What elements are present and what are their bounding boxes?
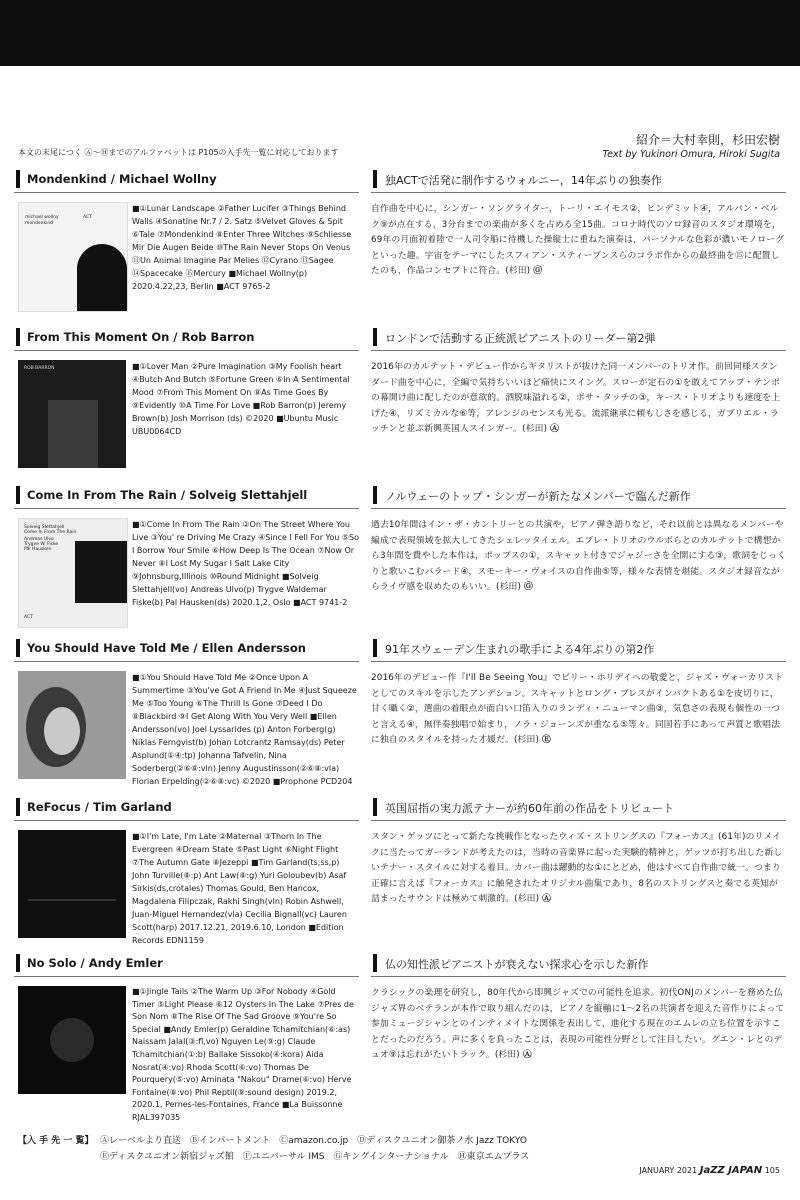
cover-artist: Solveig Slettahjell xyxy=(24,525,65,530)
review-body xyxy=(371,518,786,596)
shop-code: Ⓐ xyxy=(522,1050,532,1061)
track-list: ■①You Should Have Told Me ②Once Upon A Summertime ③You've Got A Friend In Me ④Just Squeeze Me ⑤Too Young ⑥The Thrill Is Gone ⑦Deed I Do ⑧Blackbird ⑨I Get Along With You Very Well ■Ellen Andersson(vo) Joel Lyssarides (p) Anton Forberg(g) Niklas Ferngvist(b) Johan Lotcrantz Ramsay(ds) Peter Asplund(①④:tp) Johanna Tafvelin, Nina Soderberg(②⑥⑧:vln) Jenny Augustinsson(②⑥⑧:vla) Florian Erpelding(②⑥⑧:vc) ©2020 ■Prophone PCD204 xyxy=(132,673,357,786)
heading-bar xyxy=(373,639,377,657)
album-title: From This Moment On / Rob Barron xyxy=(27,330,255,344)
track-list: ■①Lunar Landscape ②Father Lucifer ③Things Behind Walls ④Sonatine Nr.7 / 2. Satz ⑤Velvet Gloves & Spit ⑥Tale ⑦Mondenkind ⑧Enter Three Witches ⑨Schliesse Mir Die Augen Beide ⑩The Rain Never Stops On Venus ⑪Un Animal Imagine Par Melies ⑫Cyrano ⑬Sagee ⑭Spacecake ⑮Mercury ■Michael Wollny(p) 2020.4.22,23, Berlin ■ACT 9765-2 xyxy=(132,204,352,291)
review-body xyxy=(371,830,786,908)
review-headline: 独ACTで活発に制作するウォルニー，14年ぶりの独奏作 xyxy=(385,174,662,187)
cover-art xyxy=(18,830,126,938)
review-body xyxy=(371,202,786,280)
heading-bar xyxy=(16,954,20,972)
heading-bar xyxy=(373,170,377,188)
review-mondenkind xyxy=(14,168,786,310)
album-cover xyxy=(18,830,126,938)
review-come-in-from-the-rain xyxy=(14,484,786,626)
review-headline: 英国屈指の実力派テナーが約60年前の作品をトリビュート xyxy=(385,802,674,815)
album-cover xyxy=(18,986,126,1094)
album-cover xyxy=(18,671,126,779)
headline-heading xyxy=(371,637,786,662)
album-heading xyxy=(14,952,359,977)
shop-code: Ⓐ xyxy=(542,894,552,905)
headline-heading xyxy=(371,484,786,509)
review-headline: ノルウェーのトップ・シンガーが新たなメンバーで臨んだ新作 xyxy=(385,490,691,503)
review-refocus xyxy=(14,796,786,945)
cover-art xyxy=(19,519,127,627)
cover-musician: Trygve W. Fiske xyxy=(24,542,59,547)
album-title: No Solo / Andy Emler xyxy=(27,956,163,970)
album-heading xyxy=(14,484,359,509)
track-list: ■①Come In From The Rain ②On The Street Where You Live ③You' re Driving Me Crazy ④Since I Fell For You ⑤So I Borrow Your Smile ⑥How Deep Is The Ocean ⑦Now Or Never ⑧I Lost My Sugar I Salt Lake City ⑨Johnsburg,Illinois ⑩Round Midnight ■Solveig Slettahjell(vo) Andreas Ulvo(p) Trygve Waldemar Fiske(b) Pal Hausken(ds) 2020.1,2, Oslo ■ACT 9741-2 xyxy=(132,520,360,607)
album-title: ReFocus / Tim Garland xyxy=(27,800,172,814)
review-headline: ロンドンで活動する正統派ピアニストのリーダー第2弾 xyxy=(385,332,656,345)
cover-art xyxy=(18,360,126,468)
heading-bar xyxy=(373,954,377,972)
review-text: スタン・ゲッツにとって新たな挑戦作となったウィズ・ストリングスの『フォーカス』(61年)のリメイクに当たってガーランドが考えたのは，当時の音楽界に起った実験的精神と，ゲッツが打ち出した新しいテナー・スタイルに対する着目。カバー曲は躍動的な①にとどめ，他はすべて自作曲で統一。つまり正確に言えば『フォーカス』に触発されたオリジナル曲集であり，8名のストリングスと奏でる英知が詰まったサウンドは極めて刺激的。(杉田) xyxy=(371,832,783,905)
headline-heading xyxy=(371,952,786,977)
shop-index-note: 本文の末尾につく Ⓐ～Ⓗまでのアルファベットは P105の入手先一覧に対応しております xyxy=(18,148,339,157)
sources-line: Ⓔディスクユニオン新宿ジャズ館 Ⓕユニバーサル IMS Ⓖキングインターナショナル Ⓗ東京エムプラス xyxy=(100,1152,530,1162)
heading-bar xyxy=(16,170,20,188)
issue-date: JANUARY 2021 xyxy=(639,1166,698,1175)
cover-label: ACT xyxy=(24,615,33,620)
track-list: ■①Lover Man ②Pure Imagination ③My Foolish heart ④Butch And Butch ⑤Fortune Green ⑥In A Sentimental Mood ⑦From This Moment On ⑧As Time Goes By ⑨Evidently ⑩A Time For Love ■Rob Barron(p) Jeremy Brown(b) Josh Morrison (ds) ©2020 ■Ubuntu Music UBU0064CD xyxy=(132,362,350,436)
review-text: 自作曲を中心に，シンガー・ソングライター，トーリ・エイモス②，ヒンデミット④，アルバン・ベルク⑨が点在する，3分台までの楽曲が多くを占める全15曲。コロナ時代のソロ録音のスタジオ環境を，69年の月面初着陸で一人司令船に待機した操縦士に重ねた演奏は，パーソナルな色彩が濃いモノローグといった趣。宇宙をテーマにしたスフィアン・スティーブンスらのコラボ作からの最終曲を⑮に配置したのも，作品コンセプトに符合。(杉田) xyxy=(371,204,785,277)
shop-code: Ⓖ xyxy=(533,266,543,277)
review-you-should-have-told-me xyxy=(14,637,786,786)
cover-title: Come In From The Rain xyxy=(24,530,77,535)
page-folio xyxy=(639,1165,780,1176)
heading-bar xyxy=(373,328,377,346)
album-cover xyxy=(18,518,128,628)
review-text: 2016年のカルテット・デビュー作からギタリストが抜けた同一メンバーのトリオ作。前回同様スタンダード曲を中心に，全編で気持ちいいほど痛快にスイング。スローが定石の①を敢えてアップ・テンポの幕開け曲に配したのが意欲的。洒脱味溢れる②，ボサ・タッチの③，キース・トリオよりも速度を上げた④，リズミカルな⑥等，アレンジのセンスも光る。流派継承に頼もしさを感じる，ガブリエル・ラッチンと並ぶ新興英国人スインガー。(杉田) xyxy=(371,362,781,435)
cover-musician: Andreas Ulvo xyxy=(24,537,54,542)
review-body xyxy=(371,986,786,1064)
magazine-logo: JaZZ JAPAN xyxy=(699,1165,763,1176)
top-band xyxy=(0,0,800,66)
shop-code: Ⓔ xyxy=(542,735,551,746)
album-cover xyxy=(18,202,128,312)
cover-label: ACT xyxy=(83,215,92,220)
track-list: ■①I'm Late, I'm Late ②Maternal ③Thorn In The Evergreen ④Dream State ⑤Past Light ⑥Night Flight ⑦The Autumn Gate ⑧Jezeppi ■Tim Garland(ts,ss,p) John Turville(⑧:p) Ant Law(⑧:g) Yuri Goloubev(b) Asaf Sirkis(ds,crotales) Thomas Gould, Ben Hancox, Magdalena Filipczak, Rakhi Singh(vln) Robin Ashwell, Juan-Miguel Hernandez(vla) Cecilia Bignall(vc) Lauren Scott(harp) 2017.12.21, 2019.6.10, London ■Edition Records EDN1159 xyxy=(132,832,347,945)
track-list: ■①Jingle Tails ②The Warm Up ③For Nobody ④Gold Timer ⑤Light Please ⑥12 Oysters In The Lake ⑦Pres de Son Nom ⑧The Rise Of The Sad Groove ⑨You're So Special ■Andy Emler(p) Geraldine Tchamitchian(⑥:as) Naissam Jalal(③:fl,vo) Nguyen Le(⑨:g) Claude Tchamitchian(①:b) Ballake Sissoko(④:kora) Aida Nosrat(④:vo) Rhoda Scott(⑥:vo) Thomas De Pourquery(⑤:vo) Aminata "Nakou" Drame(⑥:vo) Herve Fontaine(⑧:vo) Phil Reptil(⑨:sound design) 2019.2, 2020.1, Pernes-les-Fontaines, France ■La Buissonne RJAL397035 xyxy=(132,987,354,1122)
review-headline: 仏の知性派ピアニストが衰えない探求心を示した新作 xyxy=(385,958,649,971)
album-title: Mondenkind / Michael Wollny xyxy=(27,172,217,186)
credits-english: Text by Yukinori Omura, Hiroki Sugita xyxy=(602,149,780,160)
page-number: 105 xyxy=(764,1166,780,1175)
review-headline: 91年スウェーデン生まれの歌手による4年ぶりの第2作 xyxy=(385,643,655,656)
shop-code: Ⓐ xyxy=(550,424,560,435)
sources-line: Ⓐレーベルより直送 Ⓑインパートメント Ⓒamazon.co.jp Ⓓディスクユニオン御茶ノ水 Jazz TOKYO xyxy=(100,1136,527,1146)
cover-musician: Pål Hausken xyxy=(24,547,52,552)
cover-art xyxy=(18,986,126,1094)
album-heading xyxy=(14,326,359,351)
heading-bar xyxy=(16,486,20,504)
album-heading xyxy=(14,168,359,193)
cover-art xyxy=(18,671,126,779)
heading-bar xyxy=(16,328,20,346)
review-body xyxy=(371,671,786,749)
headline-heading xyxy=(371,796,786,821)
heading-bar xyxy=(16,639,20,657)
heading-bar xyxy=(16,798,20,816)
review-text: クラシックの楽理を研究し，80年代から即興ジャズでの可能性を追求。初代ONJのメンバーを務めた仏ジャズ界のベテランが本作で取り組んだのは，ピアノを縦軸に1～2名の共演者を迎えた音作りによって参加ミュージシャンとのインティメイトな関係を表出して，進化する現在のエムレの立ち位置を示すことだったのだろう。声に多くを負ったことは，表現の可能性分野として注目したい。グエン・レとのデュオ⑨は忘れがたいトラック。(杉田) xyxy=(371,988,785,1061)
album-title: You Should Have Told Me / Ellen Andersson xyxy=(27,641,306,655)
review-from-this-moment-on xyxy=(14,326,786,468)
shop-code: Ⓖ xyxy=(524,582,533,593)
heading-bar xyxy=(373,798,377,816)
credits-japanese: 紹介＝大村幸則，杉田宏樹 xyxy=(635,133,780,147)
review-no-solo xyxy=(14,952,786,1122)
review-body xyxy=(371,360,786,438)
heading-bar xyxy=(373,486,377,504)
cover-artist: michael wollny xyxy=(25,215,59,220)
sources-label: 【入 手 先 一 覧】 xyxy=(18,1136,94,1146)
album-heading xyxy=(14,796,359,821)
album-title: Come In From The Rain / Solveig Slettahjell xyxy=(27,488,308,502)
cover-title: mondenkind xyxy=(25,221,54,226)
album-heading xyxy=(14,637,359,662)
review-text: 2016年のデビュー作『I'll Be Seeing You』でビリー・ホリデイへの敬愛と，ジャズ・ヴォーカリストとしてのスキルを示したアンデション。スキャットとロング・ブレスがインパクトある①を皮切りに，甘く囁く②，選曲の着眼点が面白い口笛入りのランディ・ニューマン曲③，気怠さの表現も個性の一つと言える④，無伴奏独唱で始まり，ノラ・ジョーンズが重なる⑤等々。同国若手にあって声質と歌唱法に独自のスタイルを持った才媛だ。(杉田) xyxy=(371,673,784,746)
cover-artist: ROB BARRON xyxy=(24,366,55,371)
headline-heading xyxy=(371,326,786,351)
album-cover xyxy=(18,360,126,468)
headline-heading xyxy=(371,168,786,193)
review-text: 過去10年間はイン・ザ・カントリーとの共演や，ピアノ弾き語りなど，それ以前とは異なるメンバーや編成で表現領域を拡大してきたシェレッタイェル。エブレ・トリオのウルボらとのカルテットで構想から3年間を費やした本作は，ポップスの①，スキャット付きでジャジーさを全開にする③，歌詞をじっくりと歌いこむバラード④，スモーキー・ヴォイスの自作曲⑤等，様々な表情を堪能。スタジオ録音ながらライヴ感を収めたのもいい。(杉田) xyxy=(371,520,786,593)
